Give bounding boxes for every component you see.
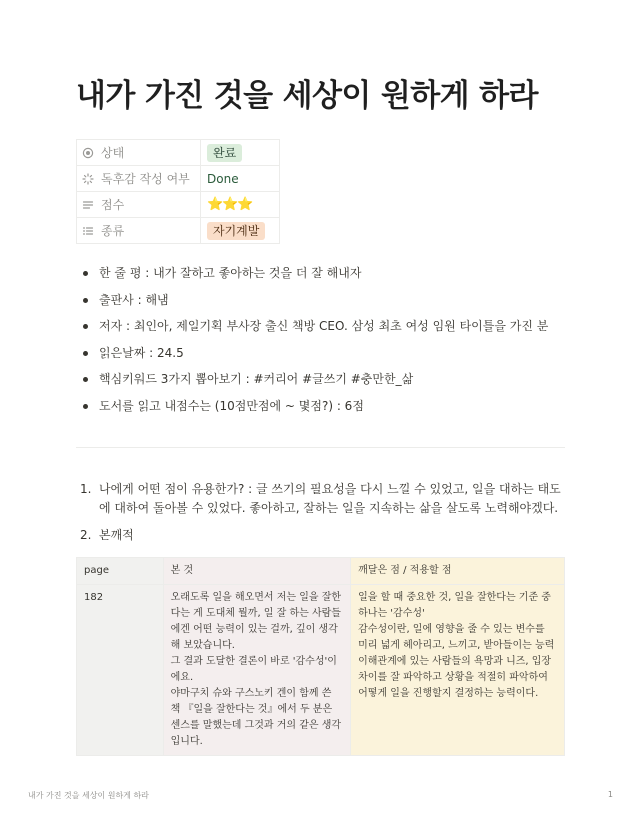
column-header-learned: 깨달은 점 / 적용할 점: [351, 558, 565, 585]
learned-cell[interactable]: [351, 585, 565, 756]
property-row-status[interactable]: [77, 140, 280, 166]
cell-paragraph: 일을 할 때 중요한 것, 일을 잘한다는 기준 중 하나는 '감수성': [358, 592, 551, 619]
page-cell[interactable]: 182: [77, 585, 164, 756]
list-item-text: 나에게 어떤 점이 유용한가? : 글 쓰기의 필요성을 다시 느낄 수 있었고, 일을 대하는 태도에 대하여 돌아볼 수 있었다. 좋아하고, 잘하는 일을 지속하는 삶을 살도록 노력해야겠다.: [99, 482, 561, 515]
table-row: [77, 585, 565, 756]
column-header-page: page: [77, 558, 164, 585]
column-header-seen: 본 것: [163, 558, 351, 585]
review-status-value: Done: [207, 171, 239, 186]
list-number: 1.: [80, 482, 92, 496]
divider: [76, 447, 565, 448]
property-key-cell: [77, 166, 201, 192]
footer-title: 내가 가진 것을 세상이 원하게 하라: [28, 791, 149, 800]
properties-table: [76, 139, 280, 244]
text-lines-icon: [82, 199, 94, 211]
cell-paragraph: 감수성이란, 일에 영향을 줄 수 있는 변수를 미리 넓게 헤아리고, 느끼고, 받아들이는 능력: [358, 624, 555, 651]
loading-icon: [82, 173, 94, 185]
property-key: 독후감 작성 여부: [101, 172, 190, 186]
numbered-list: [80, 480, 565, 545]
list-item: 한 줄 평 : 내가 잘하고 좋아하는 것을 더 잘 해내자: [80, 263, 580, 290]
list-item-text: 본깨적: [99, 528, 134, 542]
property-row-review[interactable]: [77, 166, 280, 192]
footer-page-number: 1: [607, 790, 613, 799]
cell-paragraph: 오래도록 일을 해오면서 저는 일을 잘한다는 게 도대체 뭘까, 일 잘 하는 사람들에겐 어떤 능력이 있는 걸까, 깊이 생각해 보았습니다.: [170, 592, 342, 651]
cell-paragraph: 그 결과 도달한 결론이 바로 '감수성'이에요.: [170, 656, 337, 683]
property-row-category[interactable]: [77, 218, 280, 244]
notes-table: [76, 557, 565, 756]
cell-paragraph: 야마구치 슈와 구스노키 겐이 함께 쓴 책 『일을 잘한다는 것』에서 두 분은 센스를 말했는데 그것과 거의 같은 생각입니다.: [170, 688, 342, 747]
property-value-cell[interactable]: [201, 192, 280, 218]
list-item: [80, 526, 565, 545]
category-tag: 자기계발: [207, 222, 265, 240]
cell-paragraph: 이해관계에 있는 사람들의 욕망과 니즈, 입장 차이를 잘 파악하고 상황을 적절히 파악하여 어떻게 일을 진행할지 결정하는 능력이다.: [358, 656, 552, 699]
page-title: 내가 가진 것을 세상이 원하게 하라: [76, 78, 538, 114]
list-item: [80, 480, 565, 518]
list-number: 2.: [80, 528, 92, 542]
seen-cell[interactable]: [163, 585, 351, 756]
property-row-score[interactable]: [77, 192, 280, 218]
property-value-cell[interactable]: [201, 166, 280, 192]
property-value-cell[interactable]: [201, 140, 280, 166]
info-bullet-list: [80, 263, 580, 422]
status-badge: 완료: [207, 144, 242, 162]
list-item: 도서를 읽고 내점수는 (10점만점에 ~ 몇점?) : 6점: [80, 396, 580, 423]
list-item: 핵심키워드 3가지 뽑아보기 : #커리어 #글쓰기 #충만한_삶: [80, 369, 580, 396]
property-value-cell[interactable]: [201, 218, 280, 244]
list-item: 저자 : 최인아, 제일기획 부사장 출신 책방 CEO. 삼성 최초 여성 임원 타이틀을 가진 분: [80, 316, 580, 343]
list-icon: [82, 225, 94, 237]
list-item: 읽은날짜 : 24.5: [80, 343, 580, 370]
property-key-cell: [77, 192, 201, 218]
property-key: 상태: [101, 146, 125, 160]
table-header-row: [77, 558, 565, 585]
property-key: 종류: [101, 224, 125, 238]
list-item: 출판사 : 해냄: [80, 290, 580, 317]
status-icon: [82, 147, 94, 159]
star-rating: ⭐⭐⭐: [207, 197, 253, 212]
property-key-cell: [77, 140, 201, 166]
property-key-cell: [77, 218, 201, 244]
property-key: 점수: [101, 198, 125, 212]
